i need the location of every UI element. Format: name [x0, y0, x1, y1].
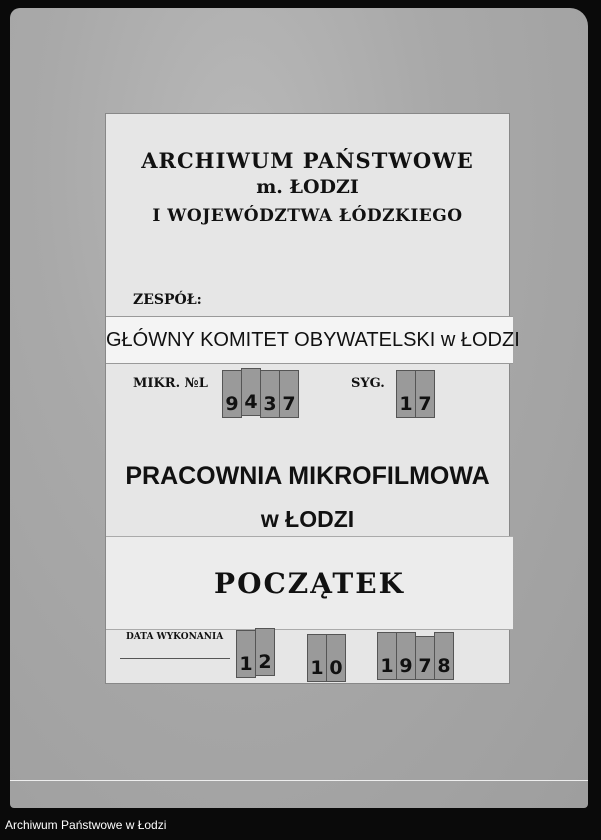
syg-number: [396, 370, 434, 418]
digit: 1: [380, 655, 394, 677]
digit: 1: [239, 653, 253, 675]
digit: 2: [258, 651, 272, 673]
digit: 7: [418, 393, 432, 415]
divider: [120, 658, 230, 659]
digit: 9: [225, 393, 239, 415]
footer-caption: Archiwum Państwowe w Łodzi: [5, 818, 167, 832]
date-month: [307, 634, 345, 682]
archive-city: m. ŁODZI: [256, 176, 359, 198]
zespol-label: ZESPÓŁ:: [133, 292, 202, 308]
digit: 9: [399, 655, 413, 677]
zespol-band: [106, 316, 520, 364]
mikr-number: [222, 370, 298, 418]
digit: 7: [282, 393, 296, 415]
mikr-label: MIKR. №L: [133, 376, 208, 391]
digit: 3: [263, 393, 277, 415]
digit: 0: [329, 657, 343, 679]
digit: 1: [399, 393, 413, 415]
date-year: [377, 632, 453, 680]
status-band: [106, 536, 513, 630]
zespol-value: GŁÓWNY KOMITET OBYWATELSKI w ŁODZI: [106, 329, 520, 351]
digit: 7: [418, 655, 432, 677]
title-card: [105, 113, 520, 684]
status-text: POCZĄTEK: [214, 567, 405, 600]
digit: 4: [244, 391, 258, 413]
archive-name: ARCHIWUM PAŃSTWOWE: [141, 148, 474, 173]
lab-name: PRACOWNIA MIKROFILMOWA: [125, 462, 490, 490]
date-label: DATA WYKONANIA: [126, 632, 224, 642]
digit: 8: [437, 655, 451, 677]
syg-label: SYG.: [351, 376, 385, 391]
lab-city: w ŁODZI: [260, 506, 355, 532]
date-day: [236, 630, 274, 678]
digit: 1: [310, 657, 324, 679]
archive-region: I WOJEWÓDZTWA ŁÓDZKIEGO: [152, 206, 463, 226]
